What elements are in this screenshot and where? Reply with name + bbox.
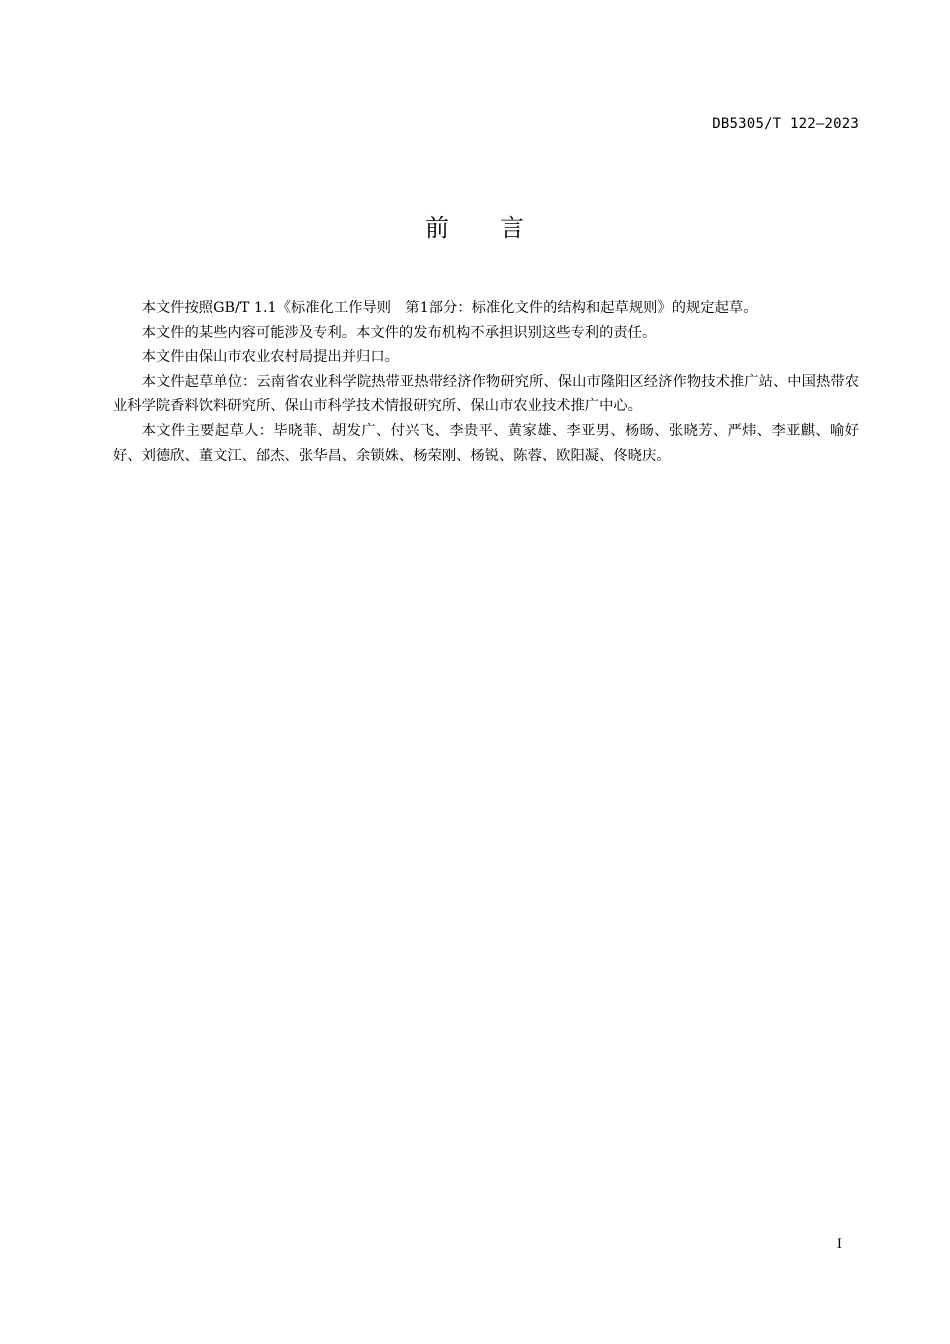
paragraph-drafters: 本文件主要起草人：毕晓菲、胡发广、付兴飞、李贵平、黄家雄、李亚男、杨旸、张晓芳、严炜、李亚麒、喻好好、刘德欣、董文江、邰杰、张华昌、余锁姝、杨荣刚、杨锐、陈蓉、欧阳凝、佟晓庆。 — [113, 422, 859, 464]
document-code: DB5305/T 122—2023 — [712, 116, 859, 132]
paragraph-drafting-rules: 本文件按照GB/T 1.1《标准化工作导则 第1部分：标准化文件的结构和起草规则》的规定起草。 — [141, 300, 758, 316]
paragraph-patent-notice: 本文件的某些内容可能涉及专利。本文件的发布机构不承担识别这些专利的责任。 — [141, 324, 657, 341]
page-number: I — [836, 1237, 842, 1252]
foreword-body — [113, 296, 859, 468]
paragraph-proposer: 本文件由保山市农业农村局提出并归口。 — [141, 349, 399, 366]
section-title: 前 言 — [425, 214, 525, 242]
paragraph-drafting-units: 本文件起草单位：云南省农业科学院热带亚热带经济作物研究所、保山市隆阳区经济作物技术推广站、中国热带农业科学院香料饮料研究所、保山市科学技术情报研究所、保山市农业技术推广中心。 — [113, 373, 859, 415]
